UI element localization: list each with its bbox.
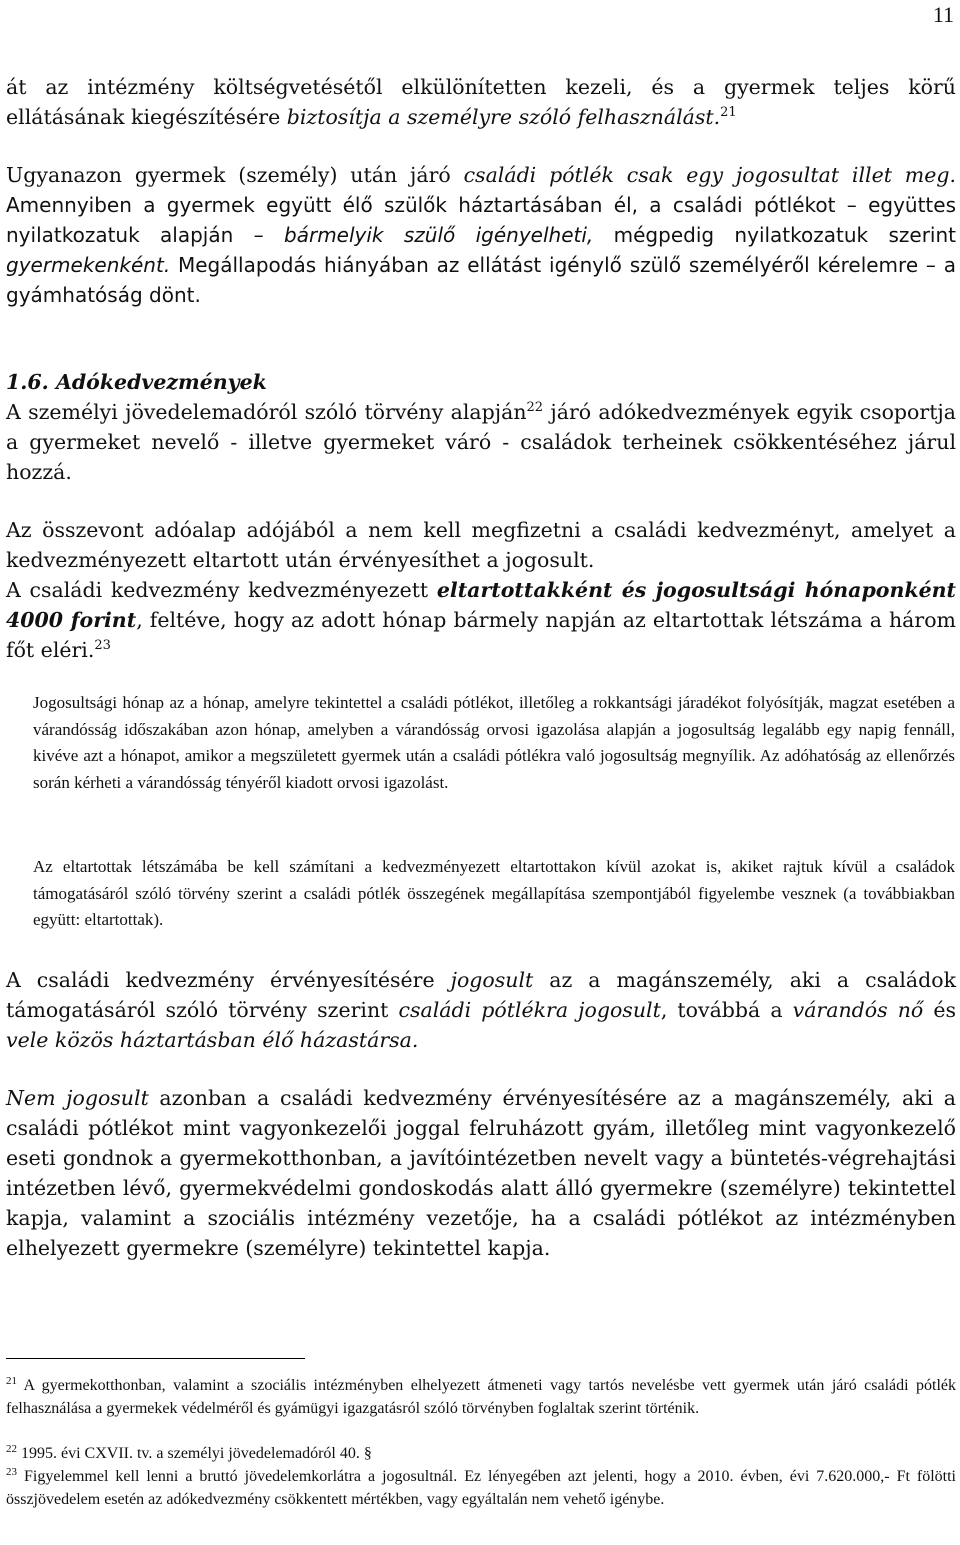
- text: A családi kedvezmény érvényesítésére: [6, 968, 451, 992]
- emphasis: Nem jogosult: [6, 1086, 149, 1110]
- page-number: 11: [932, 2, 954, 27]
- footnote-text: A gyermekotthonban, valamint a szociális intézményben elhelyezett átmeneti vagy tartós nevelésbe vett gyermek után járó családi pótlék felhasználása a gyermekek védelméről és gyámügyi igazgatásról szóló törvényben foglaltak szerint történik.: [6, 1377, 956, 1417]
- text: A személyi jövedelemadóról szóló törvény alapján: [6, 400, 527, 424]
- emphasis: gyermekenként.: [6, 253, 171, 277]
- paragraph-single-claimant: [6, 160, 956, 310]
- note-eligibility-month: Jogosultsági hónap az a hónap, amelyre tekintettel a családi pótlékot, illetőleg a rokkantsági járadékot folyósítják, magzat esetében a várandósság időszakában azon hónap, amelyben a várandósság orvosi igazolása alapján a jogosultság legalább egy napig fennáll, kivéve azt a hónapot, amikor a megszületett gyermek után a családi pótlékra való jogosultság megnyílik. Az adóhatóság az ellenőrzés során kérheti a várandósság tényéről kiadott orvosi igazolást.: [33, 693, 955, 792]
- text: és: [923, 998, 956, 1022]
- text: át az intézmény költségvetésétől elkülönítetten kezeli, és a gyermek teljes körű ellátásának kiegészítésére: [6, 75, 956, 129]
- footnote-ref: 22: [526, 400, 544, 415]
- paragraph-entitled: [6, 965, 956, 1055]
- emphasis-bold: eltartottakként és jogosultsági hónaponként 4000 forint: [6, 578, 956, 632]
- text: , feltéve, hogy az adott hónap bármely napján az eltartottak létszáma a három főt eléri.: [6, 608, 956, 662]
- footnote-text: 1995. évi CXVII. tv. a személyi jövedelemadóról 40. §: [17, 1445, 372, 1462]
- paragraph-family-allowance-amount: [6, 515, 956, 665]
- emphasis: családi pótlékra jogosult: [398, 998, 661, 1022]
- emphasis: bármelyik szülő igényelheti,: [284, 223, 594, 247]
- footnote-number: 22: [6, 1443, 17, 1455]
- text: Megállapodás hiányában az ellátást igénylő szülő személyéről kérelemre – a gyámhatóság dönt.: [6, 253, 956, 307]
- text: A családi kedvezmény kedvezményezett: [6, 578, 437, 602]
- paragraph-not-entitled: [6, 1083, 956, 1263]
- text: , továbbá a: [660, 998, 793, 1022]
- footnote-23: [6, 1466, 956, 1511]
- text: azonban a családi kedvezmény érvényesítésére az a magánszemély, aki a családi pótlékot mint vagyonkezelői joggal felruházott gyám, illetőleg mint vagyonkezelő eseti gondnok a gyermekotthonban, a javítóintézetben nevelt vagy a büntetés-végrehajtási intézetben lévő, gyermekvédelmi gondoskodás alatt álló gyermekre (személyre) tekintettel kapja, valamint a szociális intézmény vezetője, ha a családi pótlékot az intézményben elhelyezett gyermekre (személyre) tekintettel kapja.: [6, 1086, 956, 1260]
- footnote-number: 23: [6, 1466, 17, 1478]
- text: Az összevont adóalap adójából a nem kell megfizetni a családi kedvezményt, amelyet a kedvezményezett eltartott után érvényesíthet a jogosult.: [6, 518, 956, 572]
- footnote-number: 21: [6, 1375, 17, 1387]
- paragraph-allowance-use: [6, 72, 956, 132]
- footnote-text: Figyelemmel kell lenni a bruttó jövedelemkorlátra a jogosultnál. Ez lényegében azt jelenti, hogy a 2010. évben, évi 7.620.000,- Ft fölötti összjövedelem esetén az adókedvezmény csökkentett mértékben, vagy egyáltalán nem vehető igénybe.: [6, 1468, 956, 1508]
- footnote-21: [6, 1375, 956, 1420]
- section-tax-benefits: [6, 367, 956, 487]
- section-heading: 1.6. Adókedvezmények: [6, 370, 267, 394]
- note-dependants-count: Az eltartottak létszámába be kell számítani a kedvezményezett eltartottakon kívül azokat is, akiket rajtuk kívül a családok támogatásáról szóló törvény szerint a családi pótlék összegének megállapítása szempontjából figyelembe vesznek (a továbbiakban együtt: eltartottak).: [33, 857, 955, 929]
- text: mégpedig nyilatkozatuk szerint: [593, 223, 956, 247]
- text: Amennyiben a gyermek együtt élő szülők háztartásában él, a családi pótlékot – együttes nyilatkozatuk alapján –: [6, 193, 956, 247]
- footnote-divider: [6, 1358, 305, 1359]
- footnote-ref: 21: [720, 105, 737, 120]
- footnote-ref: 23: [94, 638, 111, 653]
- text: Ugyanazon gyermek (személy) után járó: [6, 163, 464, 187]
- emphasis: vele közös háztartásban élő házastársa.: [6, 1028, 419, 1052]
- emphasis: biztosítja a személyre szóló felhasználást.: [286, 105, 721, 129]
- emphasis: várandós nő: [792, 998, 924, 1022]
- footnote-22: [6, 1443, 956, 1466]
- emphasis: családi pótlék csak egy jogosultat illet meg.: [463, 163, 956, 187]
- emphasis: jogosult: [450, 968, 534, 992]
- text: járó adókedvezmények egyik csoportja a gyermeket nevelő - illetve gyermeket váró - családok terheinek csökkentéséhez járul hozzá.: [6, 400, 957, 484]
- text: az a magánszemély, aki a családok támogatásáról szóló törvény szerint: [6, 968, 956, 1022]
